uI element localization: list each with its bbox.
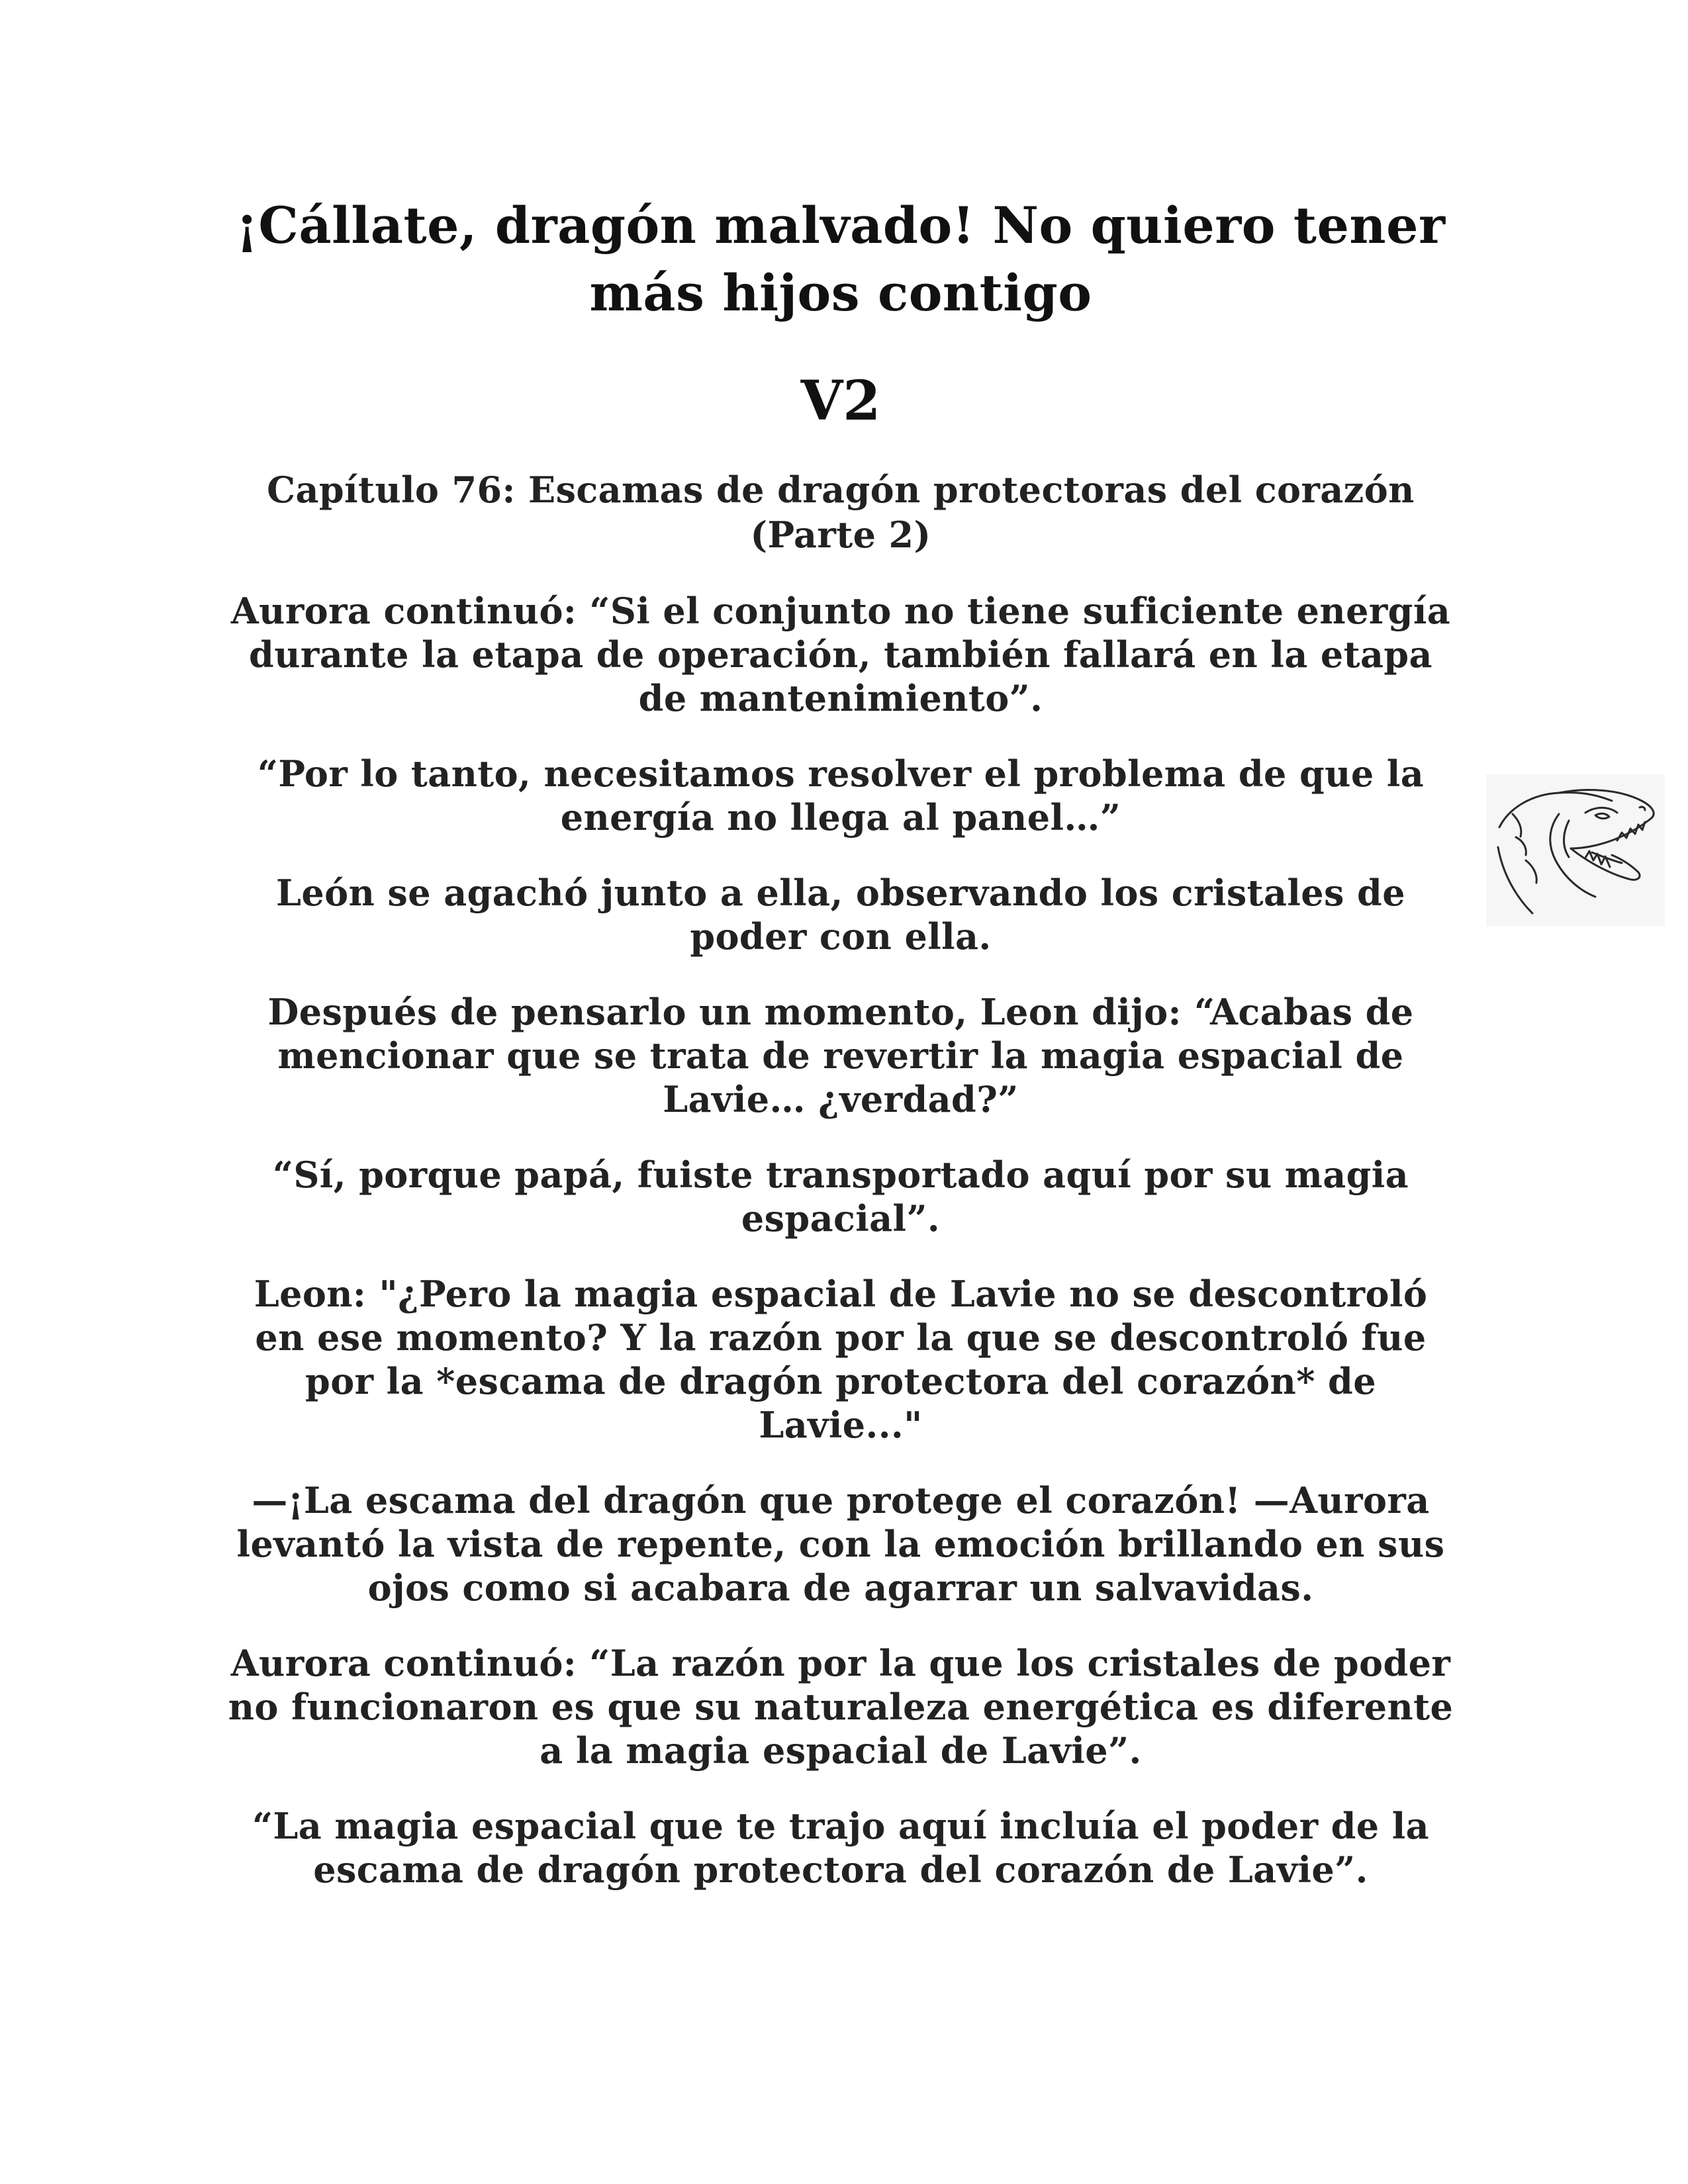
paragraph: “Sí, porque papá, fuiste transportado aquí por su magia espacial”. [272, 1154, 1409, 1240]
paragraph: —¡La escama del dragón que protege el corazón! —Aurora levantó la vista de repente, con la emoción brillando en sus ojos como si acabara de agarrar un salvavidas. [236, 1479, 1445, 1609]
paragraph: Leon: "¿Pero la magia espacial de Lavie no se descontroló en ese momento? Y la razón por la que se descontroló fue por la *escama de dragón protectora del corazón* de Lavie..." [254, 1273, 1428, 1446]
dragon-head-icon [1486, 774, 1665, 927]
book-title: ¡Cállate, dragón malvado! No quiero tener más hijos contigo [236, 196, 1446, 322]
paragraph: “La magia espacial que te trajo aquí incluía el poder de la escama de dragón protectora del corazón de Lavie”. [252, 1805, 1430, 1891]
paragraph: León se agachó junto a ella, observando los cristales de poder con ella. [276, 872, 1405, 958]
volume-label: V2 [800, 369, 881, 433]
paragraph: Aurora continuó: “Si el conjunto no tiene suficiente energía durante la etapa de operación, también fallará en la etapa de mantenimiento”. [230, 590, 1451, 719]
paragraph: Aurora continuó: “La razón por la que los cristales de poder no funcionaron es que su naturaleza energética es diferente a la magia espacial de Lavie”. [228, 1642, 1454, 1772]
paragraph: “Por lo tanto, necesitamos resolver el problema de que la energía no llega al panel…” [257, 752, 1425, 839]
paragraph: Después de pensarlo un momento, Leon dijo: “Acabas de mencionar que se trata de revertir la magia espacial de Lavie… ¿verdad?” [267, 991, 1414, 1120]
chapter-heading: Capítulo 76: Escamas de dragón protectoras del corazón (Parte 2) [267, 469, 1415, 556]
document-content [225, 192, 1456, 1891]
